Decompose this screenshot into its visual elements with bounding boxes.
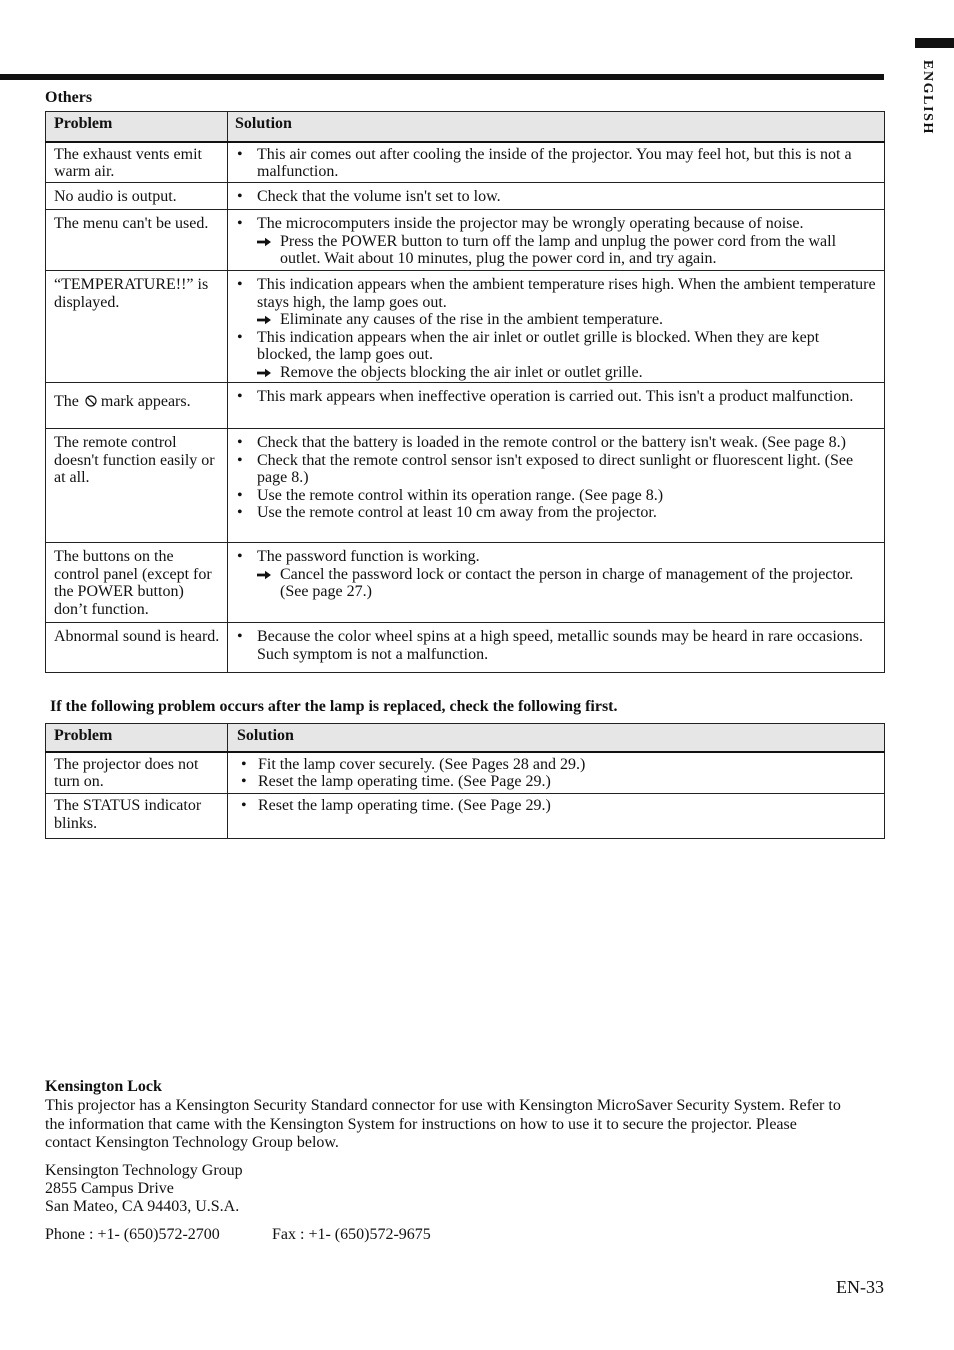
solution-cell: [228, 794, 885, 839]
solution-item: [241, 773, 876, 791]
arrow-right-icon: [257, 368, 271, 378]
problem-cell: [46, 210, 228, 271]
lamp-replacement-heading: If the following problem occurs after the lamp is replaced, check the following first.: [50, 698, 618, 715]
solution-list: [237, 434, 876, 522]
solution-text: Reset the lamp operating time. (See Page 29.): [258, 773, 551, 790]
action-text: Cancel the password lock or contact the person in charge of management of the projector. (See page 27.): [280, 565, 854, 600]
problem-column-header: Problem: [46, 112, 228, 142]
others-heading: Others: [45, 89, 93, 106]
others-troubleshooting-table: [45, 111, 885, 673]
solution-item: [237, 388, 876, 406]
problem-text-after: mark appears.: [100, 393, 191, 410]
table-row: [46, 210, 885, 271]
solution-text: Use the remote control at least 10 cm away from the projector.: [257, 504, 657, 521]
solution-item: [237, 548, 876, 566]
kensington-heading: Kensington Lock: [45, 1078, 162, 1095]
solution-text: Use the remote control within its operation range. (See page 8.): [257, 486, 664, 504]
table-row: [46, 623, 885, 673]
solution-item: [241, 756, 876, 774]
language-tab-marker: [915, 38, 954, 48]
solution-cell: [228, 623, 885, 673]
problem-cell: [46, 383, 228, 429]
solution-text: This indication appears when the ambient temperature rises high. When the ambient temperature stays high, the lamp goes out.: [257, 276, 876, 311]
problem-text: The buttons on the control panel (except for the POWER button) don’t function.: [54, 548, 212, 618]
problem-text: The remote control doesn't function easily or at all.: [54, 434, 215, 486]
solution-text: Check that the remote control sensor isn't exposed to direct sunlight or fluorescent light. (See page 8.): [257, 451, 854, 486]
table-row: [46, 271, 885, 383]
problem-cell: [46, 752, 228, 794]
problem-text: The menu can't be used.: [54, 215, 209, 232]
solution-list: [237, 548, 876, 601]
action-text: Press the POWER button to turn off the lamp and unplug the power cord from the wall outlet. Wait about 10 minutes, plug the power cord in, and try again.: [280, 232, 837, 267]
solution-item: [237, 452, 876, 487]
solution-cell: [228, 383, 885, 429]
table-row: [46, 142, 885, 183]
problem-cell: [46, 142, 228, 183]
action-text: Remove the objects blocking the air inlet or outlet grille.: [280, 363, 643, 381]
solution-list: [241, 756, 876, 791]
solution-item: [237, 628, 876, 663]
solution-item: [237, 188, 876, 206]
table-row: [46, 752, 885, 794]
table-row: [46, 383, 885, 429]
table-row: [46, 183, 885, 210]
solution-text: This air comes out after cooling the inside of the projector. You may feel hot, but this is not a malfunction.: [257, 145, 852, 180]
solution-list: [237, 388, 876, 406]
address-line: San Mateo, CA 94403, U.S.A.: [45, 1198, 240, 1215]
problem-text: No audio is output.: [54, 188, 177, 205]
action-item: [237, 566, 876, 601]
arrow-right-icon: [257, 315, 271, 325]
solution-item: [237, 215, 876, 233]
problem-cell: [46, 429, 228, 543]
header-rule: [0, 74, 884, 80]
language-tab-label: ENGLISH: [920, 60, 935, 135]
page-number: EN-33: [836, 1277, 884, 1297]
solution-item: [237, 329, 876, 364]
solution-cell: [228, 183, 885, 210]
solution-text: Check that the volume isn't set to low.: [257, 188, 501, 205]
solution-text: Because the color wheel spins at a high speed, metallic sounds may be heard in rare occasions. Such symptom is not a malfunction.: [257, 628, 864, 663]
problem-text: The STATUS indicator blinks.: [54, 797, 202, 832]
solution-list: [241, 797, 876, 815]
solution-list: [237, 276, 876, 381]
action-item: [237, 364, 876, 382]
solution-item: [237, 146, 876, 181]
phone-number: Phone : +1- (650)572-2700: [45, 1226, 220, 1243]
fax-number: Fax : +1- (650)572-9675: [272, 1226, 431, 1243]
solution-text: This indication appears when the air inlet or outlet grille is blocked. When they are kept blocked, the lamp goes out.: [257, 328, 820, 363]
problem-cell: [46, 543, 228, 623]
solution-cell: [228, 142, 885, 183]
action-item: [237, 311, 876, 329]
solution-text: This mark appears when ineffective operation is carried out. This isn't a product malfunction.: [257, 388, 854, 405]
address-line: 2855 Campus Drive: [45, 1180, 174, 1197]
solution-list: [237, 146, 876, 181]
solution-item: [237, 487, 876, 505]
solution-list: [237, 628, 876, 663]
solution-text: The microcomputers inside the projector may be wrongly operating because of noise.: [257, 215, 804, 232]
problem-cell: [46, 271, 228, 383]
solution-item: [241, 797, 876, 815]
solution-text: Fit the lamp cover securely. (See Pages 28 and 29.): [258, 755, 586, 773]
solution-list: [237, 188, 876, 206]
solution-column-header: Solution: [228, 724, 885, 752]
arrow-right-icon: [257, 237, 271, 247]
solution-cell: [228, 752, 885, 794]
solution-item: [237, 276, 876, 311]
prohibited-mark-icon: [85, 395, 97, 407]
address-line: Kensington Technology Group: [45, 1162, 243, 1179]
solution-cell: [228, 543, 885, 623]
lamp-troubleshooting-table: [45, 723, 885, 839]
kensington-description: This projector has a Kensington Security Standard connector for use with Kensington MicroSaver Security System. Refer to the information that came with the Kensington System for instructions on how to use it to secure the projector. Please contact Kensington Technology Group below.: [45, 1097, 841, 1151]
problem-text: The exhaust vents emit warm air.: [54, 145, 202, 180]
solution-cell: [228, 271, 885, 383]
problem-cell: [46, 183, 228, 210]
problem-text: Abnormal sound is heard.: [54, 628, 220, 645]
solution-cell: [228, 429, 885, 543]
kensington-address: [45, 1162, 243, 1216]
action-item: [237, 233, 876, 268]
problem-cell: [46, 623, 228, 673]
solution-list: [237, 215, 876, 268]
solution-item: [237, 504, 876, 522]
table-header-row: [46, 724, 885, 752]
problem-cell: [46, 794, 228, 839]
problem-column-header: Problem: [46, 724, 228, 752]
action-text: Eliminate any causes of the rise in the ambient temperature.: [280, 311, 663, 328]
solution-item: [237, 434, 876, 452]
arrow-right-icon: [257, 570, 271, 580]
table-row: [46, 543, 885, 623]
table-row: [46, 429, 885, 543]
solution-cell: [228, 210, 885, 271]
solution-text: The password function is working.: [257, 548, 480, 565]
solution-column-header: Solution: [228, 112, 885, 142]
table-header-row: [46, 112, 885, 142]
problem-text-before: The: [54, 393, 79, 410]
table-row: [46, 794, 885, 839]
solution-text: Reset the lamp operating time. (See Page 29.): [258, 797, 551, 814]
problem-text: The projector does not turn on.: [54, 755, 199, 790]
problem-text: “TEMPERATURE!!” is displayed.: [54, 276, 209, 311]
solution-text: Check that the battery is loaded in the remote control or the battery isn't weak. (See page 8.): [257, 434, 846, 451]
